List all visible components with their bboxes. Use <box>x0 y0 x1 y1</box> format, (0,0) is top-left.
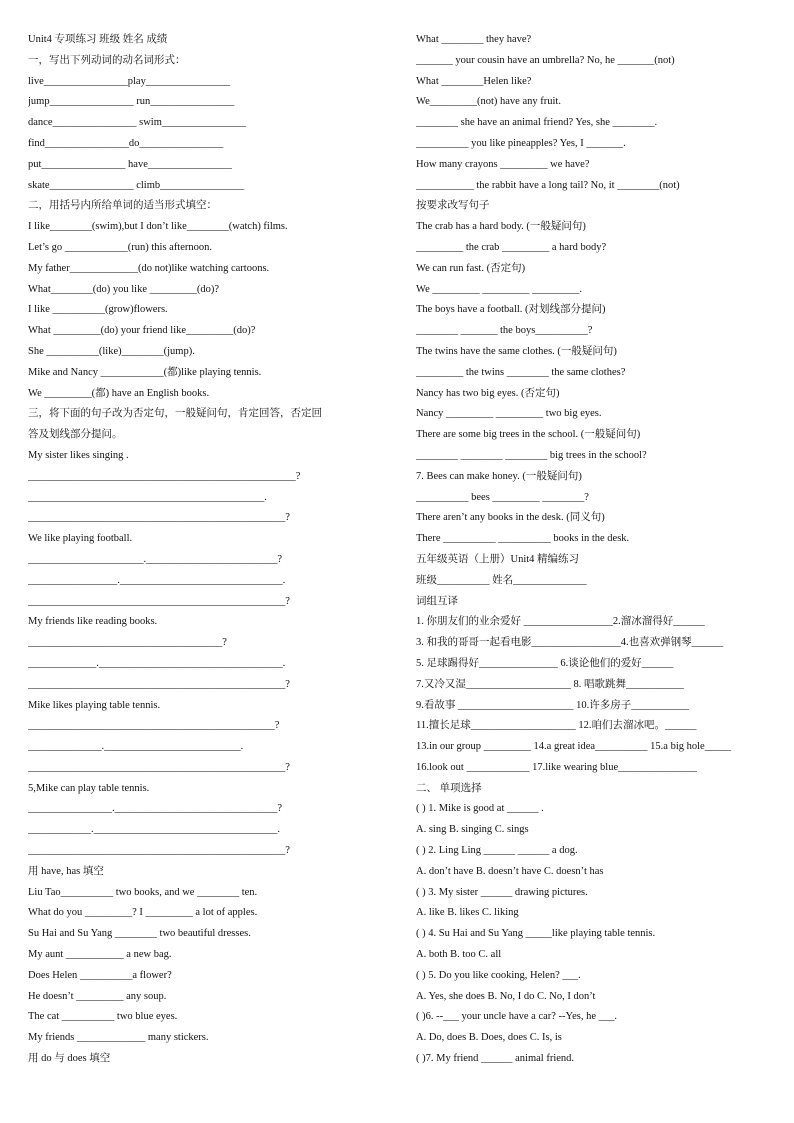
right-line: 班级__________ 姓名______________ <box>416 574 587 586</box>
right-line: 13.in our group _________ 14.a great idea__________ 15.a big hole_____ <box>416 741 731 753</box>
right-line: How many crayons _________ we have? <box>416 158 590 170</box>
right-line: There __________ __________ books in the desk. <box>416 533 630 545</box>
right-line: 五年级英语（上册）Unit4 精编练习 <box>416 553 580 565</box>
left-column <box>28 30 383 1070</box>
left-line: 用 have, has 填空 <box>28 865 104 877</box>
left-line: find________________do________________ <box>28 137 224 149</box>
right-line: Nancy _________ _________ two big eyes. <box>416 408 602 420</box>
left-line: _________________________________________________? <box>28 595 290 607</box>
right-line: __________ bees _________ ________? <box>416 491 589 503</box>
right-line: 1. 你朋友们的业余爱好 _________________2.溜冰溜得好______ <box>416 616 705 628</box>
left-line: 5,Mike can play table tennis. <box>28 782 150 794</box>
right-line: 11.擅长足球____________________ 12.咱们去溜冰吧。______ <box>416 720 697 732</box>
right-line: A. both B. too C. all <box>416 949 502 961</box>
left-line: Su Hai and Su Yang ________ two beautiful dresses. <box>28 928 251 940</box>
left-line: Mike and Nancy ____________(都)like playing tennis. <box>28 366 262 378</box>
right-line: A. Do, does B. Does, does C. Is, is <box>416 1032 562 1044</box>
right-line: Nancy has two big eyes. (否定句) <box>416 387 560 399</box>
left-line: Unit4 专项练习 班级 姓名 成绩 <box>28 34 168 45</box>
right-line: 5. 足球踢得好_______________ 6.谈论他们的爱好______ <box>416 657 674 669</box>
left-line: _________________________________________________? <box>28 761 290 773</box>
right-line: _________ the crab _________ a hard body? <box>416 241 607 253</box>
right-line: 9.看故事 ______________________ 10.许多房子___________ <box>416 699 689 711</box>
left-line: What________(do) you like _________(do)? <box>28 283 220 295</box>
left-line: jump________________ run________________ <box>28 96 235 108</box>
right-line: ___________ the rabbit have a long tail? No, it ________(not) <box>416 179 680 191</box>
right-line: We_________(not) have any fruit. <box>416 96 561 108</box>
right-line: ( ) 2. Ling Ling ______ ______ a dog. <box>416 845 578 857</box>
right-line: 二、 单项选择 <box>416 782 482 794</box>
right-line: ( ) 4. Su Hai and Su Yang _____like playing table tennis. <box>416 928 656 940</box>
left-line: The cat __________ two blue eyes. <box>28 1011 178 1023</box>
left-line: We _________(都) have an English books. <box>28 387 210 399</box>
left-line: _____________________________________________. <box>28 491 267 503</box>
left-line: _____________.___________________________________. <box>28 657 286 669</box>
left-line: 用 do 与 does 填空 <box>28 1053 111 1065</box>
right-line: There aren’t any books in the desk. (同义句) <box>416 512 605 524</box>
right-column <box>416 30 761 1070</box>
left-line: Let’s go ____________(run) this afternoon. <box>28 241 213 253</box>
right-line: ( ) 3. My sister ______ drawing pictures. <box>416 886 588 898</box>
left-line: put________________ have________________ <box>28 158 232 170</box>
left-line: skate________________ climb________________ <box>28 179 245 191</box>
left-line: He doesn’t _________ any soup. <box>28 990 167 1002</box>
left-line: She __________(like)________(jump). <box>28 345 195 357</box>
left-line: ______________________._________________________? <box>28 553 283 565</box>
left-line: _________________________________________________? <box>28 845 290 857</box>
right-line: 3. 和我的哥哥一起看电影_________________4.也喜欢弹钢琴______ <box>416 637 724 649</box>
right-line: ( ) 5. Do you like cooking, Helen? ___. <box>416 969 581 981</box>
right-line: 7.又冷又湿____________________ 8. 唱歌跳舞___________ <box>416 678 684 690</box>
left-line: live________________play________________ <box>28 75 230 87</box>
left-line: _____________________________________? <box>28 637 227 649</box>
left-line: ____________.___________________________________. <box>28 824 280 836</box>
left-line: What do you _________? I _________ a lot of apples. <box>28 907 258 919</box>
right-line: A. don’t have B. doesn’t have C. doesn’t has <box>416 865 604 877</box>
right-line: ________ _______ the boys__________? <box>416 325 593 337</box>
right-line: ( )6. --___ your uncle have a car? --Yes, he ___. <box>416 1011 617 1023</box>
left-line: What _________(do) your friend like_________(do)? <box>28 325 256 337</box>
right-line: There are some big trees in the school. (一般疑问句) <box>416 429 641 441</box>
right-line: 词组互译 <box>416 595 458 607</box>
right-line: The twins have the same clothes. (一般疑问句) <box>416 345 617 357</box>
right-line: _______ your cousin have an umbrella? No, he _______(not) <box>416 54 675 66</box>
left-line: My sister likes singing . <box>28 449 129 461</box>
left-line: 答及划线部分提问。 <box>28 429 123 441</box>
right-line: _________ the twins ________ the same clothes? <box>416 366 626 378</box>
left-line: _______________________________________________? <box>28 720 280 732</box>
right-line: What ________ they have? <box>416 34 532 45</box>
right-line: We can run fast. (否定句) <box>416 262 526 274</box>
right-line: A. sing B. singing C. sings <box>416 824 529 836</box>
left-line: My friends _____________ many stickers. <box>28 1032 209 1044</box>
right-line: 7. Bees can make honey. (一般疑问句) <box>416 470 582 482</box>
right-line: 按要求改写句子 <box>416 200 490 212</box>
left-line: 三，将下面的句子改为否定句，一般疑问句，肯定回答，否定回 <box>28 408 322 420</box>
left-line: _________________________________________________? <box>28 512 290 524</box>
left-line: My friends like reading books. <box>28 616 158 628</box>
left-line: _________________________________________________? <box>28 678 290 690</box>
left-line: _________________._______________________________. <box>28 574 286 586</box>
left-line: ________________._______________________________? <box>28 803 283 815</box>
right-line: ________ she have an animal friend? Yes, she ________. <box>416 117 658 129</box>
left-line: ___________________________________________________? <box>28 470 301 482</box>
left-line: dance________________ swim________________ <box>28 117 246 129</box>
left-line: 一，写出下列动词的动名词形式： <box>28 54 186 66</box>
right-line: The boys have a football. (对划线部分提问) <box>416 304 606 316</box>
right-line: We _________ _________ _________. <box>416 283 582 295</box>
left-line: Liu Tao__________ two books, and we ________ ten. <box>28 886 258 898</box>
left-line: We like playing football. <box>28 533 133 545</box>
left-line: Mike likes playing table tennis. <box>28 699 161 711</box>
right-line: ________ ________ ________ big trees in the school? <box>416 449 647 461</box>
left-line: ______________.__________________________. <box>28 741 244 753</box>
right-line: 16.look out ____________ 17.like wearing blue_______________ <box>416 761 697 773</box>
right-line: The crab has a hard body. (一般疑问句) <box>416 221 586 233</box>
left-line: I like________(swim),but I don’t like________(watch) films. <box>28 221 288 233</box>
left-line: 二，用括号内所给单词的适当形式填空： <box>28 200 217 212</box>
right-line: What ________Helen like? <box>416 75 532 87</box>
right-line: ( )7. My friend ______ animal friend. <box>416 1053 575 1065</box>
right-line: A. like B. likes C. liking <box>416 907 519 919</box>
right-line: __________ you like pineapples? Yes, I _______. <box>416 137 626 149</box>
left-line: My father_____________(do not)like watching cartoons. <box>28 262 270 274</box>
right-line: ( ) 1. Mike is good at ______ . <box>416 803 544 815</box>
right-line: A. Yes, she does B. No, I do C. No, I don’t <box>416 990 596 1002</box>
left-line: My aunt ___________ a new bag. <box>28 949 172 961</box>
left-line: I like __________(grow)flowers. <box>28 304 168 316</box>
left-line: Does Helen __________a flower? <box>28 969 172 981</box>
